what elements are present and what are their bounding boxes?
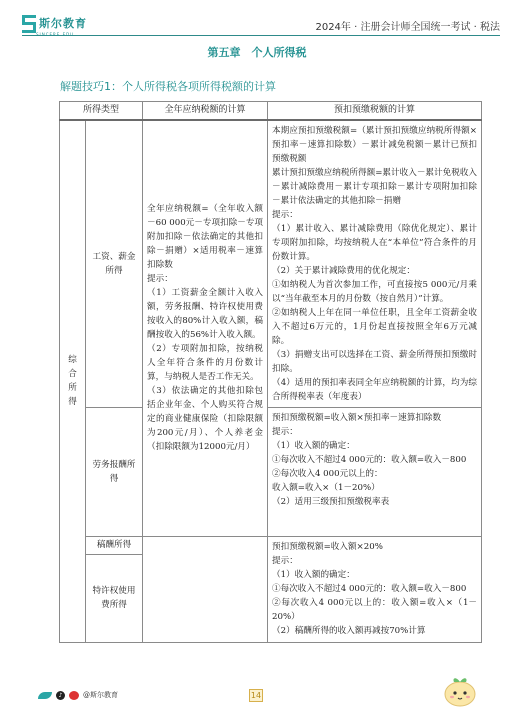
annual-tip-3: （3）依法确定的其他扣除包括企业年金、个人购买符合规定的商业健康保险（扣除限额为200元/月）、个人养老金（扣除限额为12000元/月）: [147, 386, 264, 452]
tip-title: 解题技巧1：个人所得税各项所得税额的计算: [60, 80, 276, 93]
wage-prepay-line-1: 本期应预扣预缴税额=（累计预扣预缴应纳税所得额×预扣率－速算扣除数）－累计减免税额－累计已预扣预缴税额: [272, 125, 478, 164]
social-handle: @斯尔教育: [83, 691, 118, 699]
row-label-manuscript: [86, 536, 143, 554]
annual-tip-2: （2）专项附加扣除，按纳税人全年符合条件的月份数计算，与纳税人是否工作无关。: [147, 344, 264, 382]
labor-prepay-line-5: ②每次收入4 000元以上的：: [272, 468, 383, 479]
mr-prepay-line-5: ②每次收入4 000元以上的：收入额=收入×（1－20%）: [272, 597, 478, 622]
annual-formula: 全年应纳税额=（全年收入额－60 000元－专项扣除－专项附加扣除－依法确定的其他扣除－捐赠）×适用税率－速算扣除数: [147, 204, 264, 270]
header-income-type: 所得类型: [60, 102, 143, 120]
annual-calc-cell: [143, 120, 268, 537]
brand-name: 斯尔教育: [39, 16, 87, 30]
douyin-icon: ♪: [56, 691, 65, 700]
brand-english: SINCERE EDU: [36, 31, 75, 37]
mr-prepay-line-6: （2）稿酬所得的收入额再减按70%计算: [272, 625, 426, 636]
wage-prepay-line-3: 提示：: [272, 209, 298, 220]
brand-logo: [22, 14, 87, 37]
logo-s-icon: [22, 15, 36, 33]
annual-tip-1: （1）工资薪金全额计入收入额，劳务报酬、特许权使用费按收入的80%计入收入额，稿酬按收入的56%计入收入额。: [147, 288, 264, 340]
tax-calculation-table: [59, 101, 482, 643]
row-label-wage: [86, 120, 143, 408]
header-prepay-calc: 预扣预缴税额的计算: [268, 102, 482, 120]
group-label-text: 综合所得: [68, 355, 77, 407]
annual-calc-empty-cell: [143, 536, 268, 642]
weibo-icon: [69, 691, 79, 700]
mr-prepay-line-4: ①每次收入不超过4 000元的：收入额=收入－800: [272, 583, 467, 594]
row-label-wage-text: 工资、薪金所得: [92, 251, 136, 276]
labor-prepay-line-1: 预扣预缴税额=收入额×预扣率－速算扣除数: [272, 412, 442, 423]
row-label-labor: [86, 407, 143, 536]
mr-prepay-line-1: 预扣预缴税额=收入额×20%: [272, 541, 383, 552]
table-row-wage: [60, 120, 482, 408]
wage-prepay-line-8: （3）捐赠支出可以选择在工资、薪金所得预扣预缴时扣除。: [272, 349, 478, 374]
wage-prepay-line-7: ②如纳税人上年在同一单位任职，且全年工资薪金收入不超过6万元的，1月份起直接按照全年6万元减除。: [272, 307, 478, 346]
wage-prepay-line-6: ①如纳税人为首次参加工作，可直接按5 000元/月乘以“当年截至本月的月份数（按自然月）”计算。: [272, 279, 478, 304]
labor-prepay-line-7: （2）适用三级预扣预缴税率表: [272, 496, 390, 507]
labor-prepay-line-6: 收入额=收入×（1－20%）: [272, 482, 380, 493]
table-row-labor: [60, 407, 482, 536]
mascot-icon: [440, 672, 480, 708]
header-annual-calc: 全年应纳税额的计算: [143, 102, 268, 120]
page-number: 14: [250, 691, 262, 700]
book-title: 2024年 · 注册会计师全国统一考试 · 税法: [315, 22, 500, 33]
row-label-royalty-text: 特许权使用费所得: [92, 586, 136, 610]
wage-prepay-line-2: 累计预扣预缴应纳税所得额=累计收入－累计免税收入－累计减除费用－累计专项扣除－累计专项附加扣除－累计依法确定的其他扣除－捐赠: [272, 167, 478, 206]
labor-prepay-cell: [268, 407, 482, 536]
wage-prepay-line-9: （4）适用的预扣率表同全年应纳税额的计算，均为综合所得税率表（年度表）: [272, 377, 478, 402]
mr-prepay-line-2: 提示：: [272, 555, 298, 566]
chapter-title: 第五章 个人所得税: [207, 46, 307, 59]
row-label-labor-text: 劳务报酬所得: [92, 459, 136, 484]
wage-prepay-cell: [268, 120, 482, 408]
mr-prepay-line-3: （1）收入额的确定：: [272, 569, 355, 580]
labor-prepay-line-2: 提示：: [272, 426, 298, 437]
leaf-icon: [38, 692, 52, 699]
wage-prepay-line-4: （1）累计收入、累计减除费用（除优化规定）、累计专项附加扣除，均按纳税人在“本单位”符合条件的月份数计算。: [272, 223, 478, 262]
labor-prepay-line-3: （1）收入额的确定：: [272, 440, 355, 451]
manuscript-royalty-prepay-cell: [268, 536, 482, 642]
footer-social: [38, 690, 118, 700]
labor-prepay-line-4: ①每次收入不超过4 000元的：收入额=收入－800: [272, 454, 467, 465]
wage-prepay-line-5: （2）关于累计减除费用的优化规定：: [272, 265, 415, 276]
table-header-row: [60, 102, 482, 120]
table-row-manuscript: [60, 536, 482, 554]
annual-tip-label: 提示：: [147, 274, 173, 284]
group-label-comprehensive: [60, 120, 86, 643]
page-header: [22, 14, 500, 36]
row-label-manuscript-text: 稿酬所得: [96, 540, 132, 550]
row-label-royalty: [86, 554, 143, 642]
